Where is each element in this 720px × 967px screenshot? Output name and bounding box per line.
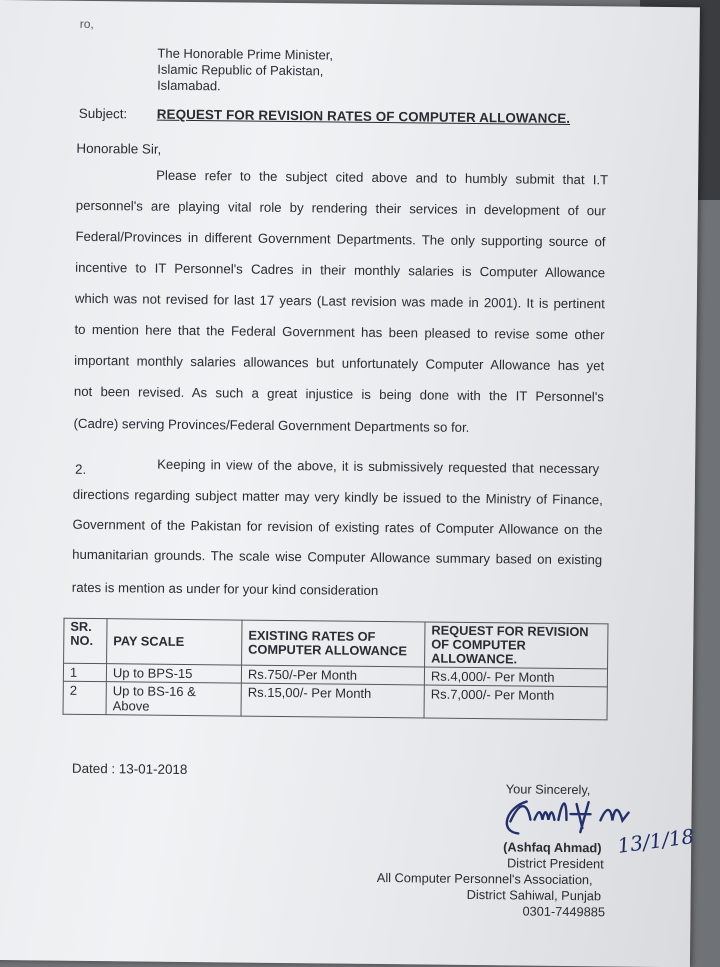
table-cell-sr: 1 — [63, 663, 106, 681]
recipient-line-3: Islamabad. — [157, 77, 221, 94]
table-cell-sr: 2 — [63, 681, 106, 714]
subject-label: Subject: — [78, 105, 128, 122]
to-fragment: ro, — [79, 16, 94, 31]
table-header-requested-rates: REQUEST FOR REVISION OF COMPUTER ALLOWANCE. — [425, 622, 608, 669]
para2-number: 2. — [75, 461, 87, 477]
para1-line: not been revised. As such a great injustice is being done with the IT Personnel's — [73, 383, 604, 405]
para2-line: humanitarian grounds. The scale wise Computer Allowance summary based on existing — [72, 546, 603, 568]
para1-line: (Cadre) serving Provinces/Federal Government Departments so for. — [73, 415, 470, 435]
table-header-sr: SR. NO. — [64, 618, 107, 663]
table-cell-pay-scale: Up to BS-16 & Above — [106, 682, 241, 716]
para1-line: Federal/Provinces in different Government Departments. The only supporting source of — [75, 228, 606, 250]
table-header-existing-rates: EXISTING RATES OF COMPUTER ALLOWANCE — [242, 620, 425, 667]
table-row — [63, 681, 607, 720]
para2-line: Keeping in view of the above, it is submissively requested that necessary — [157, 456, 600, 477]
table-header-row — [64, 618, 608, 669]
table-header-pay-scale: PAY SCALE — [107, 619, 242, 665]
table-cell-pay-scale: Up to BPS-15 — [106, 664, 241, 683]
subject-heading: REQUEST FOR REVISION RATES OF COMPUTER ALLOWANCE. — [156, 106, 571, 126]
para1-line: personnel's are playing vital role by rendering their services in development of our — [75, 197, 606, 219]
closing: Your Sincerely, — [505, 781, 591, 798]
table-cell-existing: Rs.750/-Per Month — [241, 665, 424, 685]
para1-line: Please refer to the subject cited above and to humbly submit that I.T — [156, 167, 609, 188]
handwritten-date: 13/1/18 — [616, 824, 696, 858]
allowance-table — [63, 618, 609, 721]
para1-line: to mention here that the Federal Government has been pleased to revise some other — [74, 321, 605, 343]
para1-line: important monthly salaries allowances but unfortunately Computer Allowance has yet — [74, 352, 605, 374]
para2-line: Government of the Pakistan for revision of existing rates of Computer Allowance on the — [72, 516, 603, 538]
signatory-phone: 0301-7449885 — [522, 903, 606, 920]
recipient-line-2: Islamic Republic of Pakistan, — [157, 61, 324, 79]
signatory-name: (Ashfaq Ahmad) — [503, 839, 602, 856]
para1-line: incentive to IT Personnel's Cadres in their monthly salaries is Computer Allowance — [75, 259, 606, 281]
para2-line: directions regarding subject matter may very kindly be issued to the Ministry of Finance, — [72, 486, 603, 508]
table-cell-requested: Rs.7,000/- Per Month — [424, 685, 607, 720]
table-cell-requested: Rs.4,000/- Per Month — [424, 667, 607, 687]
signatory-district: District Sahiwal, Punjab — [466, 886, 602, 904]
table-cell-existing: Rs.15,00/- Per Month — [241, 683, 424, 718]
recipient-line-1: The Honorable Prime Minister, — [157, 45, 334, 63]
para1-line: which was not revised for last 17 years (Last revision was made in 2001). It is pertinent — [74, 290, 605, 312]
signatory-title: District President — [506, 855, 604, 872]
dated-line: Dated : 13-01-2018 — [71, 760, 188, 778]
para2-line: rates is mention as under for your kind consideration — [71, 579, 379, 598]
signatory-org: All Computer Personnel's Association, — [376, 869, 593, 888]
salutation: Honorable Sir, — [76, 140, 162, 157]
